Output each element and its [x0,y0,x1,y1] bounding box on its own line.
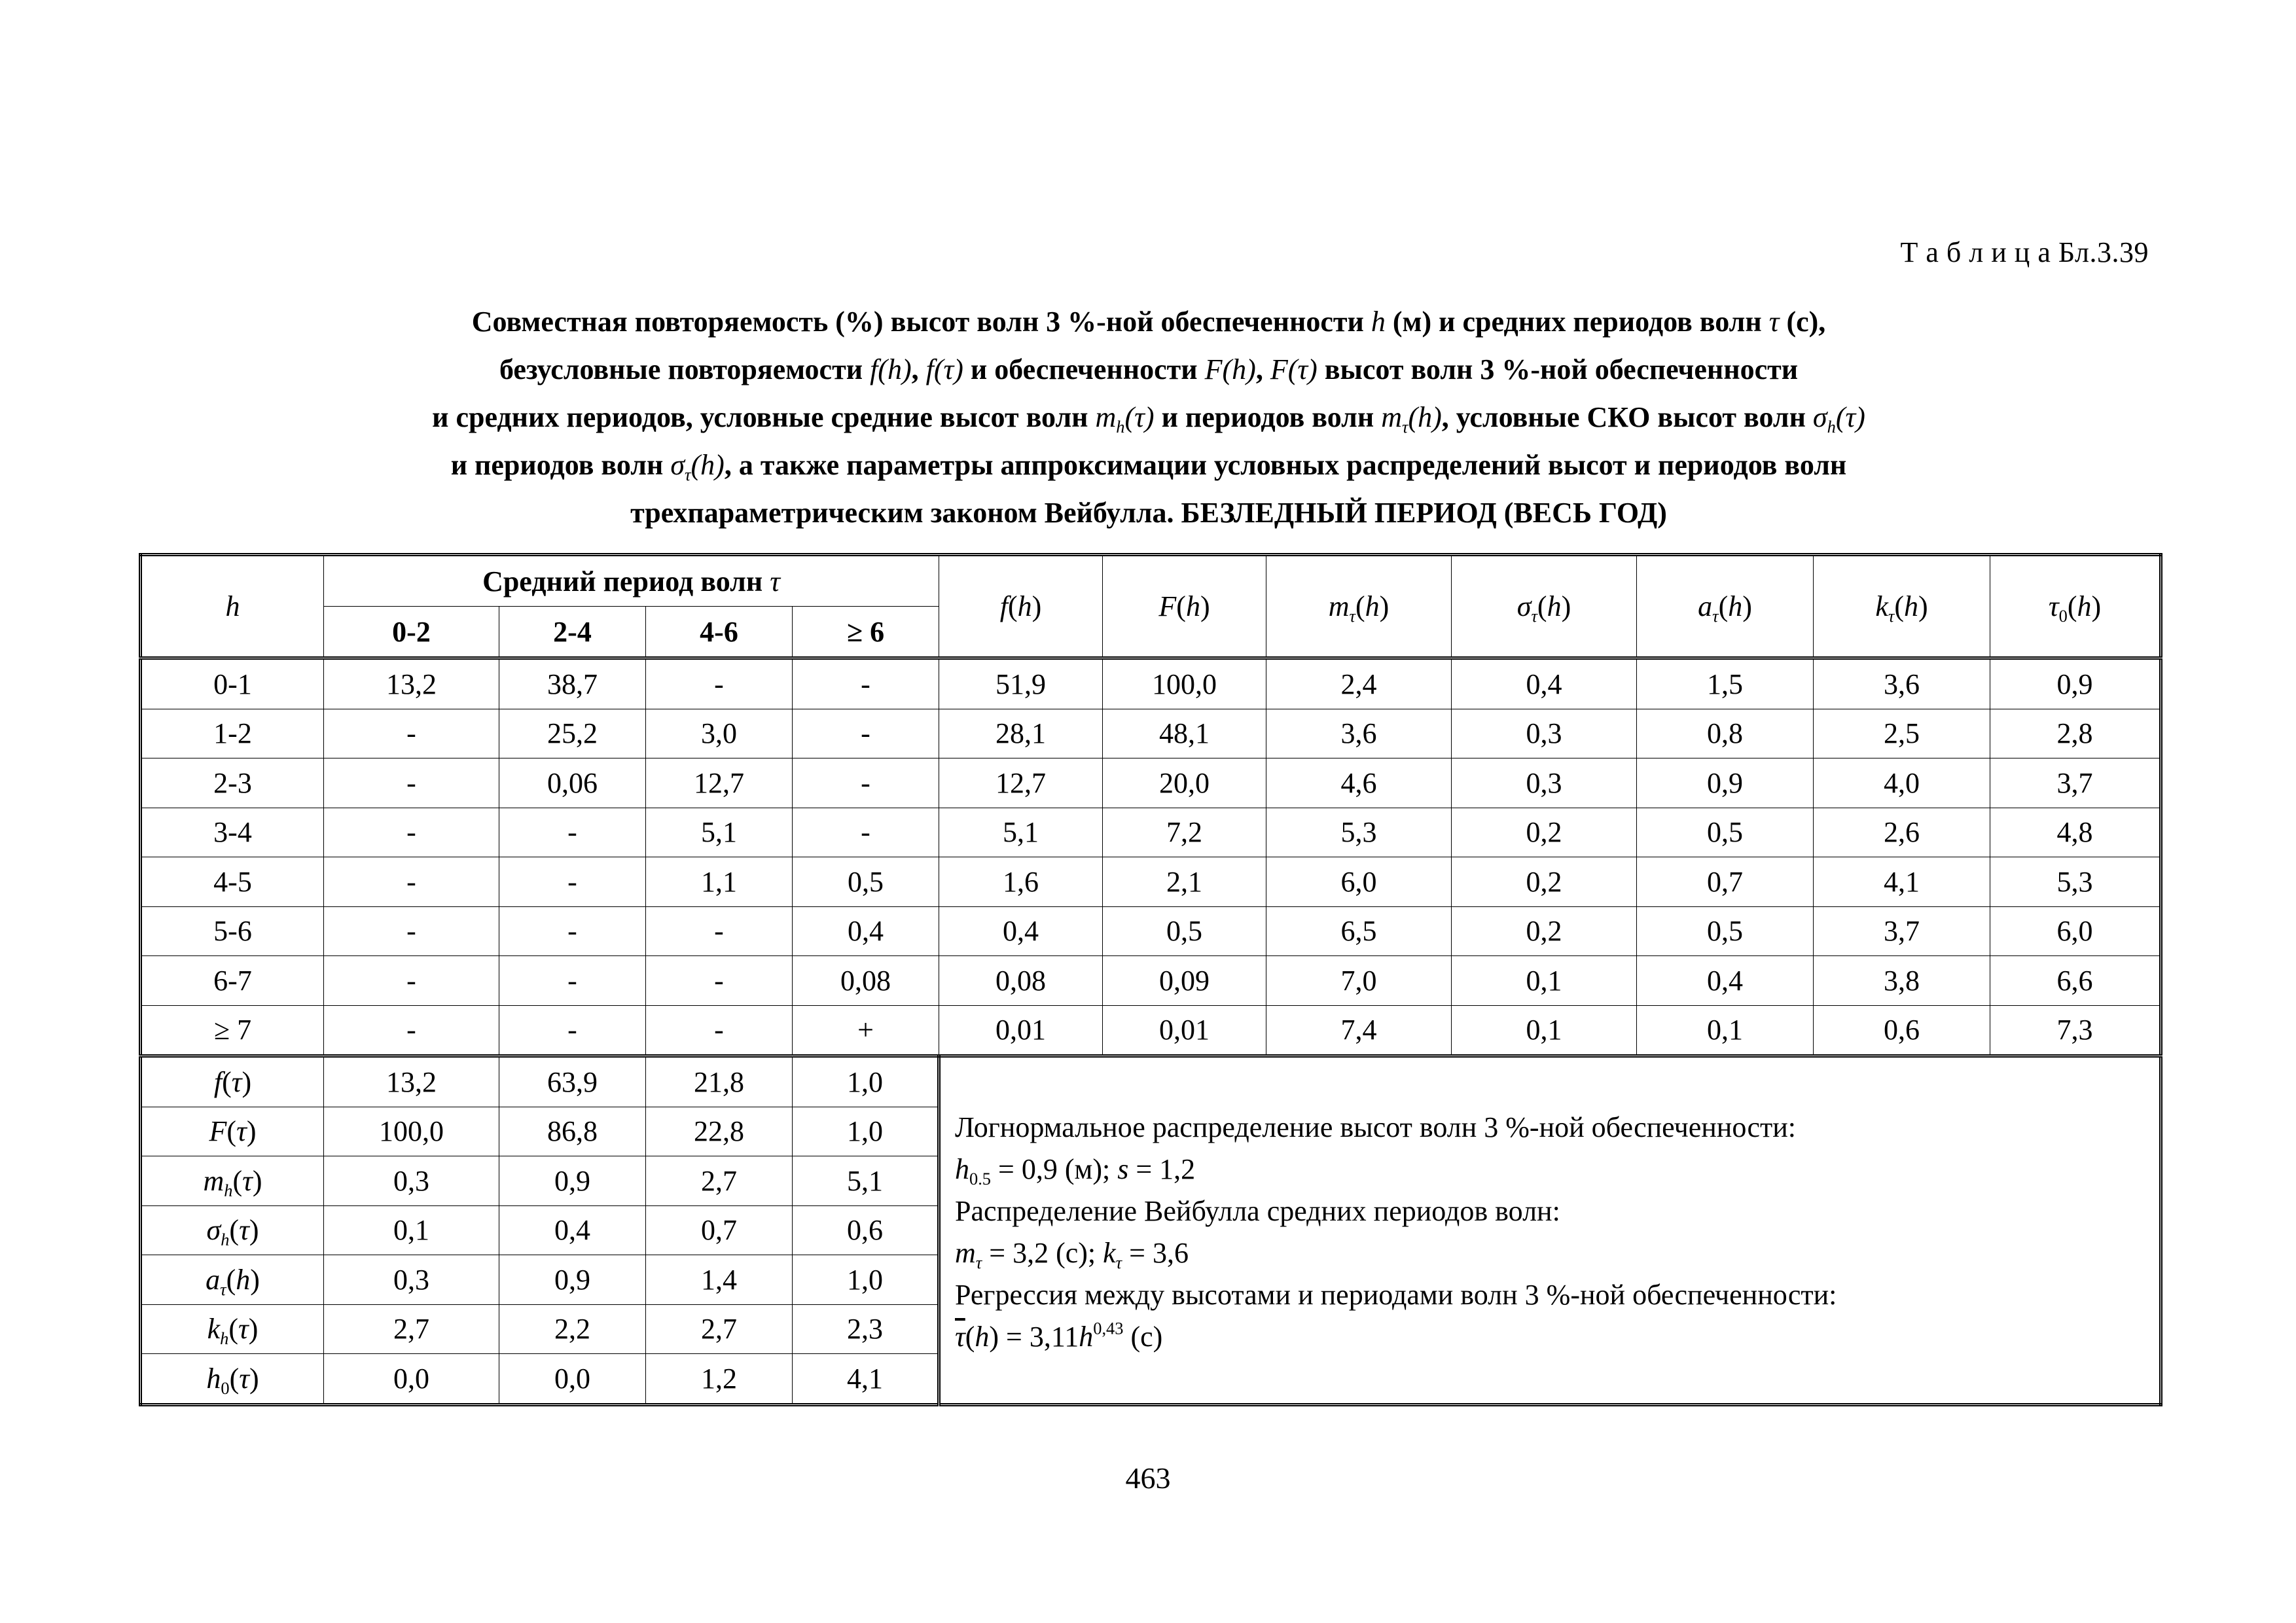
table-cell: 0,5 [1637,906,1814,956]
lognormal-title: Логнормальное распределение высот волн 3 %-ной обеспеченности: [955,1111,1796,1143]
header-k-tau-h: $k_\tau(h)$ [1814,555,1990,658]
header-period-col: ≥ 6 [793,607,939,658]
table-cell: 0,06 [499,758,646,808]
page-number: 463 [1125,1461,1171,1495]
table-cell: - [646,906,793,956]
table-cell: 2,7 [646,1156,793,1206]
row-label-cell: 1-2 [141,709,324,758]
table-cell: 86,8 [499,1107,646,1156]
table-cell: - [324,956,499,1006]
regression-formula: $\overline{\tau}(h) = 3,11h^{0,43}$ (с) [955,1318,1163,1353]
table-cell: 0,2 [1452,857,1637,907]
weibull-title: Распределение Вейбулла средних периодов волн: [955,1195,1560,1227]
table-cell: 7,3 [1990,1005,2161,1056]
table-cell: 3,7 [1814,906,1990,956]
table-cell: 5,1 [646,808,793,857]
table-cell: 0,5 [1103,906,1266,956]
table-cell: + [793,1005,939,1056]
header-F-h: F(h) [1103,555,1266,658]
table-cell: 0,4 [939,906,1103,956]
summary-row-label: $\sigma_h(\tau)$ [141,1205,324,1255]
header-m-tau-h: $m_\tau(h)$ [1266,555,1452,658]
table-cell: 2,7 [324,1304,499,1354]
table-row [141,956,2161,1006]
table-cell: 2,3 [793,1304,939,1354]
table-cell: - [499,956,646,1006]
header-h: h [141,555,324,658]
table-cell: 0,3 [1452,709,1637,758]
table-cell: 0,6 [793,1205,939,1255]
table-cell: - [324,709,499,758]
table-cell: - [324,808,499,857]
table-cell: 0,5 [1637,808,1814,857]
table-cell: 6,0 [1266,857,1452,907]
table-cell: 0,1 [324,1205,499,1255]
approximation-notes [939,1056,2161,1405]
summary-row-label: f(τ) [141,1056,324,1107]
row-label-cell: 2-3 [141,758,324,808]
table-cell: 0,01 [1103,1005,1266,1056]
table-cell: 2,4 [1266,658,1452,709]
table-cell: 1,2 [646,1354,793,1405]
table-cell: 1,1 [646,857,793,907]
table-cell: 12,7 [646,758,793,808]
table-caption [118,298,2179,537]
table-cell: 1,4 [646,1255,793,1305]
caption-line-5: трехпараметрическим законом Вейбулла. БЕЗЛЕДНЫЙ ПЕРИОД (ВЕСЬ ГОД) [630,497,1667,529]
caption-line-3: и средних периодов, условные средние высот волн $m_h(\tau)$ и периодов волн $m_\tau(h)$, условные СКО высот волн $\sigma_h(\tau)$ [432,401,1865,437]
table-cell: 0,08 [793,956,939,1006]
table-cell: 0,8 [1637,709,1814,758]
table-cell: - [646,956,793,1006]
table-cell: 0,1 [1452,1005,1637,1056]
table-cell: 0,3 [324,1255,499,1305]
table-cell: 100,0 [1103,658,1266,709]
table-cell: 1,0 [793,1255,939,1305]
table-cell: - [499,906,646,956]
table-cell: 100,0 [324,1107,499,1156]
weibull-params: $m_\tau = 3,2$ (с); $k_\tau = 3,6$ [955,1237,1189,1273]
table-cell: 28,1 [939,709,1103,758]
table-cell: 2,7 [646,1304,793,1354]
table-cell: 12,7 [939,758,1103,808]
table-cell: 0,0 [324,1354,499,1405]
row-label-cell: 3-4 [141,808,324,857]
table-cell: 13,2 [324,1056,499,1107]
table-cell: - [499,1005,646,1056]
table-cell: 0,01 [939,1005,1103,1056]
table-cell: - [793,709,939,758]
table-cell: 0,09 [1103,956,1266,1006]
header-period-col: 4-6 [646,607,793,658]
row-label-cell: 6-7 [141,956,324,1006]
table-cell: 7,4 [1266,1005,1452,1056]
caption-line-1: Совместная повторяемость (%) высот волн 3 %-ной обеспеченности h (м) и средних периодов волн τ (с), [471,306,1826,338]
table-cell: 0,1 [1637,1005,1814,1056]
table-cell: 0,4 [793,906,939,956]
table-cell: 0,1 [1452,956,1637,1006]
table-cell: - [793,758,939,808]
table-cell: 2,8 [1990,709,2161,758]
table-cell: - [793,808,939,857]
table-cell: 0,9 [1637,758,1814,808]
table-cell: 7,0 [1266,956,1452,1006]
table-row [141,758,2161,808]
table-cell: 20,0 [1103,758,1266,808]
table-cell: - [324,906,499,956]
table-cell: - [499,808,646,857]
table-cell: 4,1 [1814,857,1990,907]
table-cell: - [324,758,499,808]
header-period-col: 0-2 [324,607,499,658]
table-cell: 2,6 [1814,808,1990,857]
row-label-cell: 5-6 [141,906,324,956]
table-cell: 4,6 [1266,758,1452,808]
lognormal-params: $h_{0.5} = 0,9$ (м); s = 1,2 [955,1153,1196,1189]
table-cell: - [324,1005,499,1056]
table-cell: 0,2 [1452,808,1637,857]
table-cell: 1,6 [939,857,1103,907]
header-f-h: f(h) [939,555,1103,658]
table-cell: 7,2 [1103,808,1266,857]
header-sigma-tau-h: $\sigma_\tau(h)$ [1452,555,1637,658]
table-cell: 25,2 [499,709,646,758]
table-row [141,658,2161,709]
row-label-cell: ≥ 7 [141,1005,324,1056]
summary-row [141,1056,2161,1107]
regression-title: Регрессия между высотами и периодами волн 3 %-ной обеспеченности: [955,1279,1837,1311]
table-cell: 0,2 [1452,906,1637,956]
table-cell: 0,3 [1452,758,1637,808]
summary-row-label: F(τ) [141,1107,324,1156]
table-cell: 0,4 [499,1205,646,1255]
table-cell: 38,7 [499,658,646,709]
table-cell: 0,6 [1814,1005,1990,1056]
table-cell: 6,6 [1990,956,2161,1006]
table-label: Т а б л и ц а Бл.3.39 [1900,236,2149,268]
table-cell: 3,0 [646,709,793,758]
table-cell: 0,7 [646,1205,793,1255]
table-cell: 3,6 [1814,658,1990,709]
table-cell: 5,1 [793,1156,939,1206]
table-cell: 0,3 [324,1156,499,1206]
row-label-cell: 0-1 [141,658,324,709]
table-cell: 2,2 [499,1304,646,1354]
table-cell: 48,1 [1103,709,1266,758]
row-label-cell: 4-5 [141,857,324,907]
header-tau0-h: $\tau_0(h)$ [1990,555,2161,658]
table-row [141,709,2161,758]
table-row [141,857,2161,907]
table-cell: 5,1 [939,808,1103,857]
table-cell: - [499,857,646,907]
table-cell: 4,0 [1814,758,1990,808]
table-cell: 0,5 [793,857,939,907]
table-cell: 6,0 [1990,906,2161,956]
table-cell: 6,5 [1266,906,1452,956]
table-cell: 51,9 [939,658,1103,709]
summary-row-label: $a_\tau(h)$ [141,1255,324,1305]
header-a-tau-h: $a_\tau(h)$ [1637,555,1814,658]
table-cell: 63,9 [499,1056,646,1107]
table-row [141,906,2161,956]
table-cell: 5,3 [1990,857,2161,907]
table-cell: - [793,658,939,709]
table-cell: 0,9 [499,1156,646,1206]
table-cell: 0,9 [1990,658,2161,709]
table-cell: 0,08 [939,956,1103,1006]
table-cell: 5,3 [1266,808,1452,857]
table-cell: 0,9 [499,1255,646,1305]
table-cell: 0,7 [1637,857,1814,907]
table-cell: 0,4 [1637,956,1814,1006]
table-cell: 1,0 [793,1107,939,1156]
table-cell: 3,8 [1814,956,1990,1006]
table-cell: - [324,857,499,907]
table-cell: 1,5 [1637,658,1814,709]
table-cell: 21,8 [646,1056,793,1107]
table-row [141,808,2161,857]
wave-statistics-table [139,553,2162,1406]
table-cell: 3,6 [1266,709,1452,758]
table-cell: 0,4 [1452,658,1637,709]
table-cell: 3,7 [1990,758,2161,808]
table-cell: 2,5 [1814,709,1990,758]
summary-row-label: $k_h(\tau)$ [141,1304,324,1354]
table-cell: 13,2 [324,658,499,709]
caption-line-4: и периодов волн $\sigma_\tau(h)$, а также параметры аппроксимации условных распределений высот и периодов волн [450,449,1847,485]
caption-line-2: безусловные повторяемости f(h), f(τ) и обеспеченности F(h), F(τ) высот волн 3 %-ной обеспеченности [499,353,1799,385]
table-cell: 4,1 [793,1354,939,1405]
summary-row-label: $m_h(\tau)$ [141,1156,324,1206]
summary-row-label: $h_0(\tau)$ [141,1354,324,1405]
table-cell: - [646,658,793,709]
table-cell: 4,8 [1990,808,2161,857]
header-period-col: 2-4 [499,607,646,658]
header-period-group: Средний период волн τ [324,555,939,607]
table-cell: 22,8 [646,1107,793,1156]
table-cell: 2,1 [1103,857,1266,907]
table-cell: 1,0 [793,1056,939,1107]
table-row [141,1005,2161,1056]
table-cell: - [646,1005,793,1056]
table-cell: 0,0 [499,1354,646,1405]
